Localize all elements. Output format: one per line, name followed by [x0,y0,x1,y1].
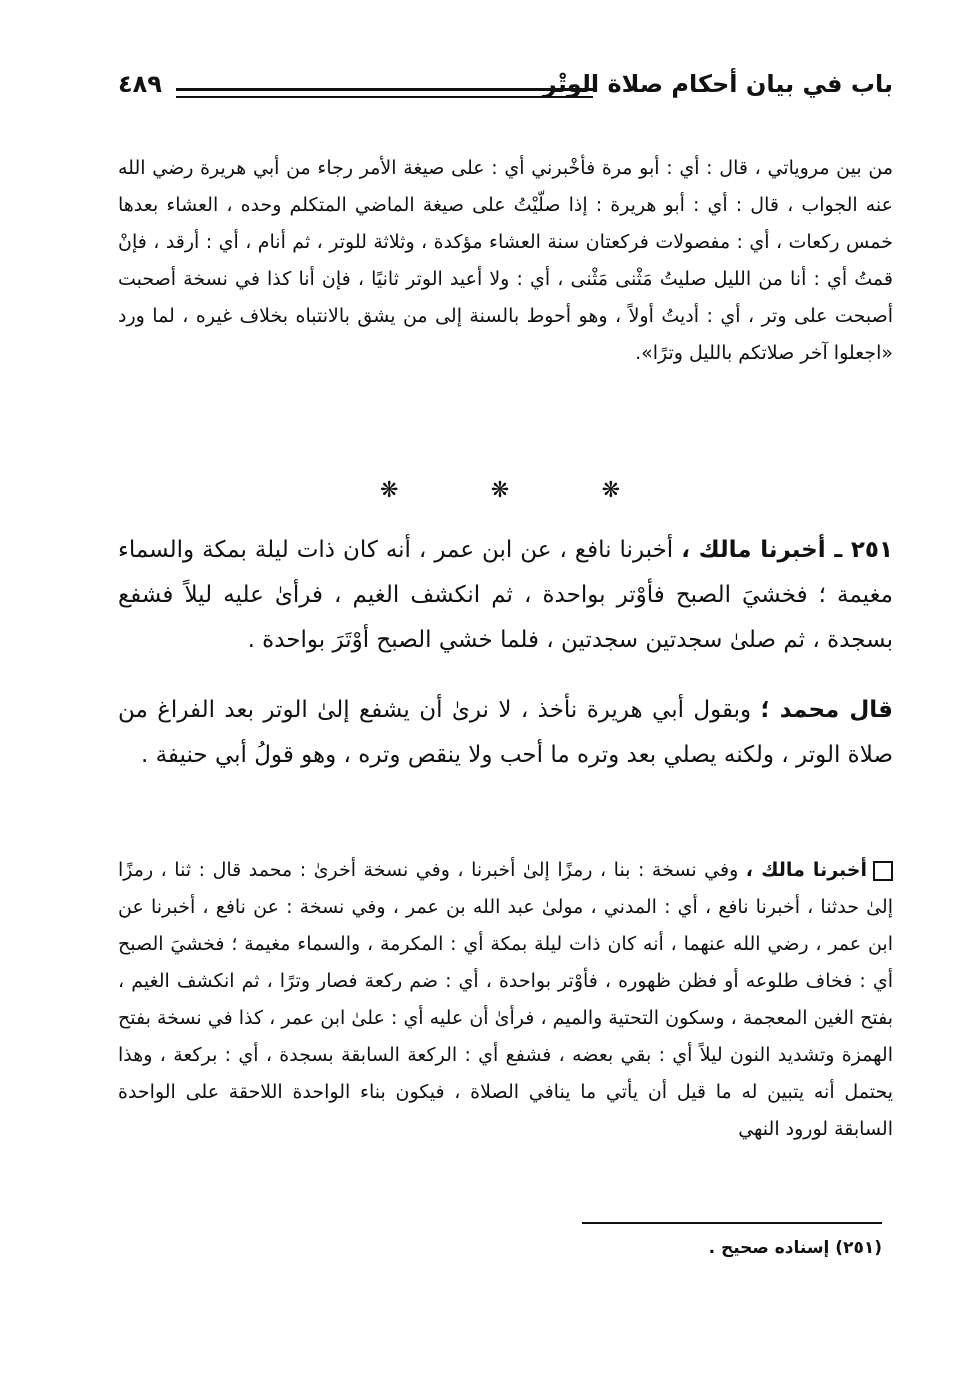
commentary-bottom-text: وفي نسخة : بنا ، رمزًا إلىٰ أخبرنا ، وفي نسخة أخرىٰ : محمد قال : ثنا ، رمزًا إلىٰ حدثنا ، أخبرنا نافع ، أي : المدني ، مولىٰ عبد الله بن عمر ، وفي نسخة : عن نافع ، أخبرنا عن ابن عمر ، رضي الله عنهما ، أنه كان ذات ليلة بمكة أي : المكرمة ، والسماء مغيمة ؛ فخشيَ الصبح أي : فخاف طلوعه أو فظن ظهوره ، فأوْتر بواحدة ، أي : ضم ركعة فصار وترًا ، ثم انكشف الغيم ، بفتح الغين المعجمة ، وسكون التحتية والميم ، فرأىٰ أن عليه أي : علىٰ ابن عمر ، كذا في نسخة بفتح الهمزة وتشديد النون ليلاً أي : بقي بعضه ، فشفع أي : الركعة السابقة بسجدة ، أي : بركعة ، وهذا يحتمل أنه يتبين له ما قيل أن يأتي ما ينافي الصلاة ، فيكون بناء الواحدة اللاحقة على الواحدة السابقة لورود النهي [118,859,893,1140]
commentary-bottom [118,852,893,1148]
star-ornament-icon: ❋ [490,478,510,503]
hadith-number-label: ٢٥١ ـ أخبرنا مالك ، [681,537,893,563]
box-marker-icon [873,861,893,881]
star-ornament-icon: ❋ [601,478,620,503]
muhammad-body: وبقول أبي هريرة نأخذ ، لا نرىٰ أن يشفع إلىٰ الوتر بعد الفراغ من صلاة الوتر ، ولكنه يصلي بعد وتره ما أحب ولا ينقص وتره ، وهو قولُ أبي حنيفة . [118,697,893,768]
muhammad-saying [118,688,893,778]
chapter-title: باب في بيان أحكام صلاة الوتْر [542,70,893,98]
hadith-text [118,528,893,663]
footnote: (٢٥١) إسناده صحيح . [708,1238,882,1258]
commentary-bottom-lead: أخبرنا مالك ، [745,859,867,881]
commentary-top [118,150,893,372]
star-ornament-icon: ❋ [380,478,399,503]
footnote-rule [582,1222,882,1224]
commentary-top-text: من بين مروياتي ، قال : أي : أبو مرة فأخْبرني أي : على صيغة الأمر رجاء من أبي هريرة رضي الله عنه الجواب ، قال : أي : أبو هريرة : إذا صلّيْتُ على صيغة الماضي المتكلم وحده ، العشاء بعدها خمس ركعات ، أي : مفصولات فركعتان سنة العشاء مؤكدة ، وثلاثة للوتر ، ثم أنام ، أي : أرقد ، فإنْ قمتُ أي : أنا من الليل صليتُ مَثْنى مَثْنى ، أي : ولا أعيد الوتر ثانيًا ، فإن أنا كذا في نسخة أصحبت أصبحت على وتر ، أي : أديتُ أولاً ، وهو أحوط بالسنة إلى من يشق بالانتباه بخلاف غيره ، لما ورد «اجعلوا آخر صلاتكم بالليل وترًا». [118,157,893,364]
page-number: ٤٨٩ [118,70,162,98]
muhammad-label: قال محمد ؛ [760,697,893,723]
section-separator [380,478,620,503]
hadith-body: أخبرنا نافع ، عن ابن عمر ، أنه كان ذات ليلة بمكة والسماء مغيمة ؛ فخشيَ الصبح فأوْتر بواحدة ، ثم انكشف الغيم ، فرأىٰ عليه ليلاً فشفع بسجدة ، ثم صلىٰ سجدتين سجدتين ، فلما خشي الصبح أوْتَرَ بواحدة . [118,537,893,653]
header-rule [176,88,593,98]
page-header [118,70,893,110]
